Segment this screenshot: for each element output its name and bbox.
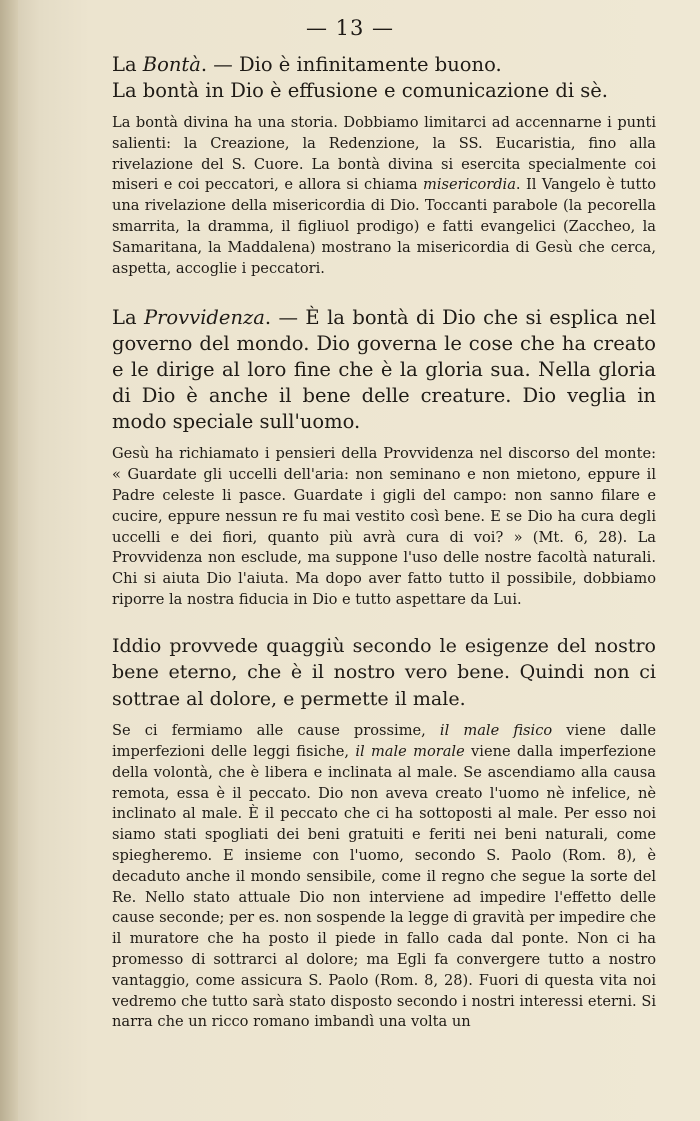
body-text: viene dalle imperfezioni delle leggi fisiche, <box>112 722 656 761</box>
title-text: . — È la bontà di Dio che si esplica nel governo del mondo. Dio governa le cose che ha creato e le dirige al loro fine che è la gloria sua. Nella gloria di Dio è anche il bene delle creature. Dio veglia in modo speciale sull'uomo. <box>112 306 656 434</box>
body-emphasis: il male morale <box>355 743 465 761</box>
title-keyword: Provvidenza <box>143 306 265 330</box>
page-fold-shadow <box>0 0 18 1121</box>
section-bonta-subtitle: La bontà in Dio è effusione e comunicazione di sè. <box>112 79 608 102</box>
page-content <box>112 52 656 1033</box>
body-text: La bontà divina ha una storia. Dobbiamo limitarci ad accennarne i punti salienti: la Creazione, la Redenzione, la SS. Eucaristia, fino alla rivelazione del S. Cuore. La bontà divina si esercita specialmente coi miseri e coi peccatori, e allora si chiama <box>112 114 656 194</box>
body-emphasis: il male fisico <box>439 722 553 740</box>
page-number: — 13 — <box>305 16 395 40</box>
section-male-heading: Iddio provvede quaggiù secondo le esigenze del nostro bene eterno, che è il nostro vero bene. Quindi non ci sottrae al dolore, e permette il male. <box>112 634 656 710</box>
title-keyword: Bontà <box>142 53 201 76</box>
title-text: . — Dio è infinitamente buono. <box>200 53 502 76</box>
body-text: viene dalla imperfezione della volontà, che è libera e inclinata al male. Se ascendiamo alla causa remota, essa è il peccato. Dio non aveva creato l'uomo nè infelice, nè inclinato al male. È il peccato che ci ha sottoposti al male. Per esso noi siamo stati spogliati dei beni gratuiti e feriti nei beni naturali, come spiegheremo. E insieme con l'uomo, secondo S. Paolo (Rom. 8), è decaduto anche il mondo sensibile, come il regno che segue la sorte del Re. Nello stato attuale Dio non interviene ad impedire l'effetto delle cause seconde; per es. non sospende la legge di gravità per impedire che il muratore che ha posto il piede in fallo cada dal ponte. Non ci ha promesso di sottrarci al dolore; ma Egli fa convergere tutto a nostro vantaggio, come assicura S. Paolo (Rom. 8, 28). Fuori di questa vita noi vedremo che tutto sarà stato disposto secondo i nostri interessi eterni. Si narra che un ricco romano imbandì una volta un <box>112 743 657 1031</box>
section-provvidenza-body: Gesù ha richiamato i pensieri della Provvidenza nel discorso del monte: « Guardate gli uccelli dell'aria: non seminano e non mietono, eppure il Padre celeste li pasce. Guardate i gigli del campo: non sanno filare e cucire, eppure nessun re fu mai vestito così bene. E se Dio ha cura degli uccelli e dei fiori, quanto più avrà cura di voi? » (Mt. 6, 28). La Provvidenza non esclude, ma suppone l'uso delle nostre facoltà naturali. Chi si aiuta Dio l'aiuta. Ma dopo aver fatto tutto il possibile, dobbiamo riporre la nostra fiducia in Dio e tutto aspettare da Lui. <box>112 445 656 608</box>
section-male-body <box>112 721 656 1033</box>
title-label: La <box>112 53 143 76</box>
section-bonta-title <box>112 52 656 78</box>
title-label: La <box>112 306 144 330</box>
section-provvidenza-heading <box>112 305 656 435</box>
body-emphasis: misericordia <box>423 176 516 194</box>
body-text: Se ci fermiamo alle cause prossime, <box>112 722 440 740</box>
body-text: . Il Vangelo è tutto una rivelazione della misericordia di Dio. Toccanti parabole (la pecorella smarrita, la dramma, il figliuol prodigo) e fatti evangelici (Zaccheo, la Samaritana, la Maddalena) mostrano la misericordia di Gesù che cerca, aspetta, accoglie i peccatori. <box>112 176 656 277</box>
section-bonta-body <box>112 113 656 279</box>
